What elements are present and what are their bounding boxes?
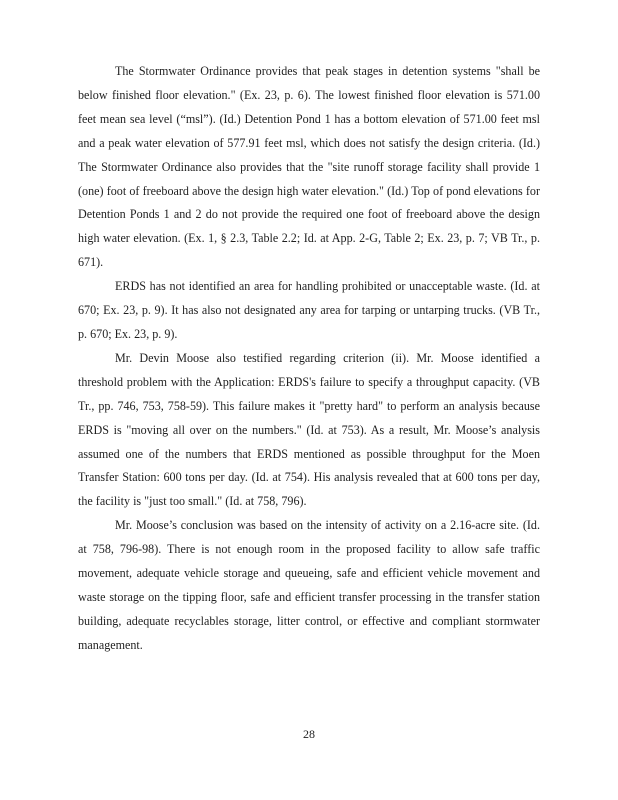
- paragraph-prohibited-waste: ERDS has not identified an area for handling prohibited or unacceptable waste. (Id. at 670; Ex. 23, p. 9). It has also not designated any area for tarping or untarping trucks. (VB Tr., p. 670; Ex. 23, p. 9).: [78, 279, 540, 341]
- paragraph-moose-conclusion: Mr. Moose’s conclusion was based on the intensity of activity on a 2.16-acre site. (Id. at 758, 796-98). There is not enough room in the proposed facility to allow safe traffic movement, adequate vehicle storage and queueing, safe and efficient vehicle movement and waste storage on the tipping floor, safe and efficient transfer processing in the transfer station building, adequate recyclables storage, litter control, or effective and compliant stormwater management.: [78, 518, 540, 652]
- page-number: 28: [303, 727, 315, 741]
- paragraph-stormwater-ordinance: The Stormwater Ordinance provides that peak stages in detention systems "shall be below finished floor elevation." (Ex. 23, p. 6). The lowest finished floor elevation is 571.00 feet mean sea level (“msl”). (Id.) Detention Pond 1 has a bottom elevation of 571.00 feet msl and a peak water elevation of 577.91 feet msl, which does not satisfy the design criteria. (Id.) The Stormwater Ordinance also provides that the "site runoff storage facility shall provide 1 (one) foot of freeboard above the design high water elevation." (Id.) Top of pond elevations for Detention Ponds 1 and 2 do not provide the required one foot of freeboard above the design high water elevation. (Ex. 1, § 2.3, Table 2.2; Id. at App. 2-G, Table 2; Ex. 23, p. 7; VB Tr., p. 671).: [78, 64, 540, 270]
- document-body: [78, 60, 540, 658]
- paragraph-moose-testimony: Mr. Devin Moose also testified regarding criterion (ii). Mr. Moose identified a threshold problem with the Application: ERDS's failure to specify a throughput capacity. (VB Tr., pp. 746, 753, 758-59). This failure makes it "pretty hard" to perform an analysis because ERDS is "moving all over on the numbers." (Id. at 753). As a result, Mr. Moose’s analysis assumed one of the numbers that ERDS mentioned as possible throughput for the Moen Transfer Station: 600 tons per day. (Id. at 754). His analysis revealed that at 600 tons per day, the facility is "just too small." (Id. at 758, 796).: [78, 350, 540, 509]
